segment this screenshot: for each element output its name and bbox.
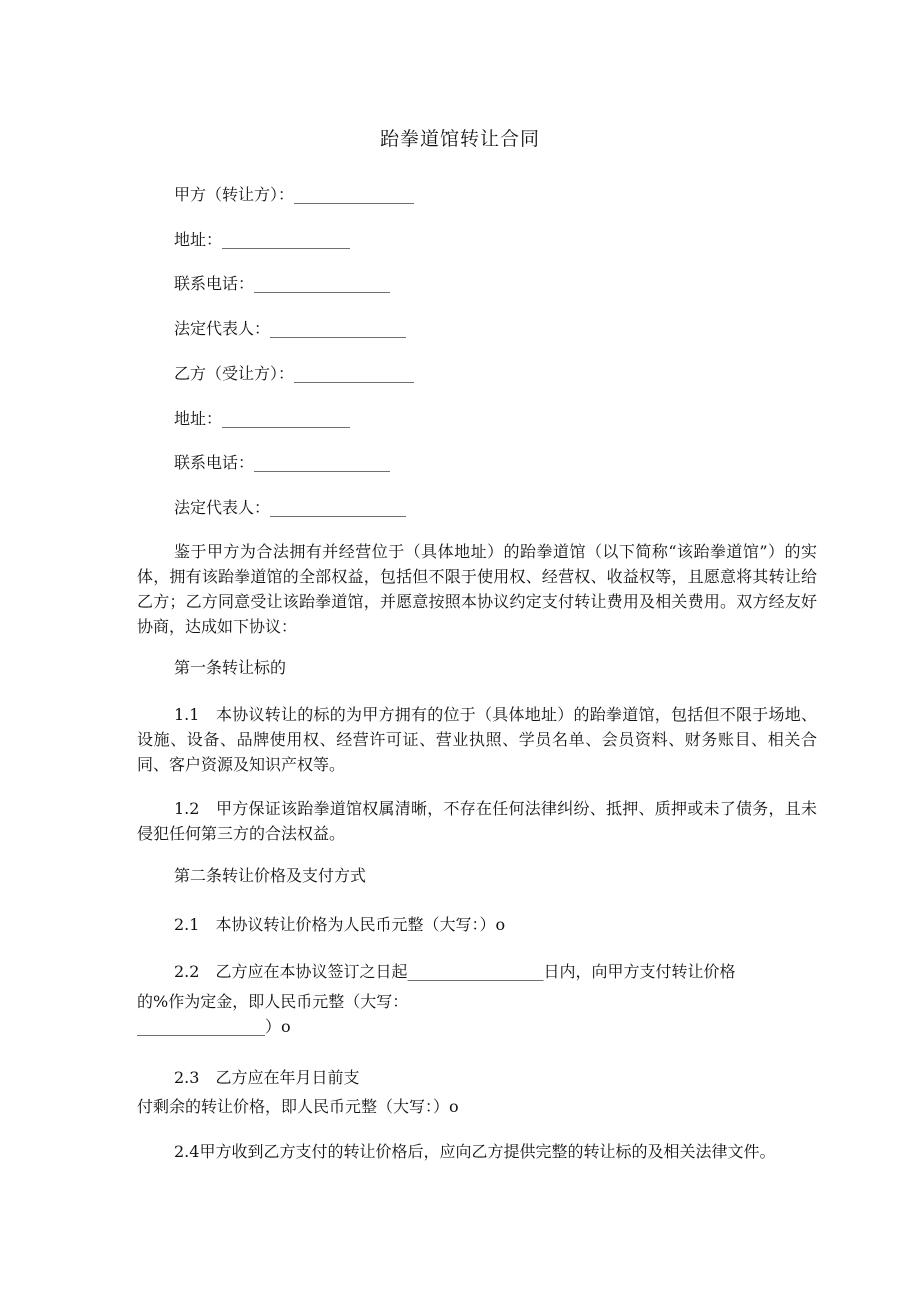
- party-b-phone-field: [174, 452, 390, 474]
- party-a-rep-field: [174, 318, 406, 340]
- party-b-rep-blank: _________________: [270, 498, 407, 517]
- clause-2-2-text-a: 2.2 乙方应在本协议签订之日起: [174, 962, 408, 981]
- party-b-address-field: [174, 408, 350, 430]
- clause-1-2: 1.2 甲方保证该跆拳道馆权属清晰，不存在任何法律纠纷、抵押、质押或未了债务，且未侵犯任何第三方的合法权益。: [137, 799, 817, 843]
- clause-2-2-days-blank: _________________: [407, 962, 544, 981]
- clause-2-3-line-2: 付剩余的转让价格，即人民币元整（大写：）o: [137, 1097, 459, 1116]
- article-2-heading: 第二条转让价格及支付方式: [174, 866, 367, 885]
- party-b-field: [174, 363, 414, 385]
- preamble-paragraph: 鉴于甲方为合法拥有并经营位于（具体地址）的跆拳道馆（以下简称“该跆拳道馆”）的实体，拥有该跆拳道馆的全部权益，包括但不限于使用权、经营权、收益权等，且愿意将其转让给乙方；乙方同意受让该跆拳道馆，并愿意按照本协议约定支付转让费用及相关费用。双方经友好协商，达成如下协议：: [137, 542, 817, 636]
- party-a-address-label: 地址：: [174, 230, 223, 249]
- party-a-rep-label: 法定代表人：: [174, 319, 271, 338]
- party-a-address-field: [174, 229, 350, 251]
- party-a-phone-field: [174, 273, 390, 295]
- party-a-phone-label: 联系电话：: [174, 274, 255, 293]
- party-a-blank: _______________: [294, 185, 415, 204]
- party-a-phone-blank: _________________: [254, 274, 391, 293]
- clause-2-2-amount-blank: ________________: [137, 1017, 265, 1036]
- clause-2-2-line-3: [137, 1016, 291, 1038]
- party-b-address-label: 地址：: [174, 409, 223, 428]
- party-b-rep-field: [174, 497, 406, 519]
- clause-2-1: 2.1 本协议转让价格为人民币元整（大写：）o: [174, 915, 506, 934]
- party-b-phone-label: 联系电话：: [174, 453, 255, 472]
- clause-1-1: 1.1 本协议转让的标的为甲方拥有的位于（具体地址）的跆拳道馆，包括但不限于场地、设施、设备、品牌使用权、经营许可证、营业执照、学员名单、会员资料、财务账目、相关合同、客户资源及知识产权等。: [137, 705, 817, 774]
- party-a-field: [174, 184, 414, 206]
- document-title: 跆拳道馆转让合同: [379, 128, 540, 150]
- party-b-address-blank: ________________: [222, 409, 351, 428]
- party-a-label: 甲方（转让方）：: [174, 185, 295, 204]
- party-b-phone-blank: _________________: [254, 453, 391, 472]
- clause-2-2-line-1: [174, 961, 735, 983]
- clause-2-3-line-1: 2.3 乙方应在年月日前支: [174, 1068, 360, 1087]
- party-b-blank: _______________: [294, 364, 415, 383]
- party-a-address-blank: ________________: [222, 230, 351, 249]
- clause-2-2-text-d: ）o: [265, 1017, 291, 1036]
- party-a-rep-blank: _________________: [270, 319, 407, 338]
- article-1-heading: 第一条转让标的: [174, 658, 287, 677]
- party-b-rep-label: 法定代表人：: [174, 498, 271, 517]
- party-b-label: 乙方（受让方）：: [174, 364, 295, 383]
- clause-2-2-line-2: 的%作为定金，即人民币元整（大写：: [137, 992, 409, 1011]
- clause-2-2-text-b: 日内，向甲方支付转让价格: [543, 962, 736, 981]
- clause-2-4: 2.4甲方收到乙方支付的转让价格后，应向乙方提供完整的转让标的及相关法律文件。: [174, 1142, 776, 1161]
